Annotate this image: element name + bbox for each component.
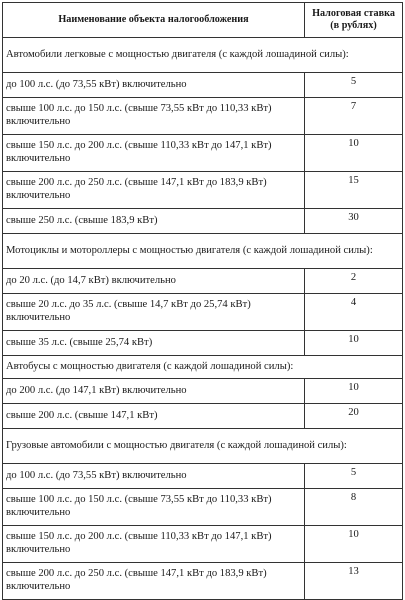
table-row bbox=[3, 172, 403, 209]
header-tax-rate bbox=[305, 3, 403, 38]
row-rate: 10 bbox=[305, 135, 403, 172]
row-rate: 10 bbox=[305, 379, 403, 404]
row-rate: 5 bbox=[305, 464, 403, 489]
row-object: свыше 35 л.с. (свыше 25,74 кВт) bbox=[3, 331, 305, 356]
row-rate: 20 bbox=[305, 404, 403, 429]
group-title: Автобусы с мощностью двигателя (с каждой лошадиной силы): bbox=[3, 356, 403, 379]
table-row bbox=[3, 294, 403, 331]
row-rate: 4 bbox=[305, 294, 403, 331]
table-row bbox=[3, 209, 403, 234]
group-row bbox=[3, 356, 403, 379]
row-rate: 10 bbox=[305, 526, 403, 563]
table-row bbox=[3, 269, 403, 294]
table-row bbox=[3, 563, 403, 600]
row-rate: 5 bbox=[305, 73, 403, 98]
row-rate: 30 bbox=[305, 209, 403, 234]
header-object-name: Наименование объекта налогообложения bbox=[3, 3, 305, 38]
row-rate: 13 bbox=[305, 563, 403, 600]
header-tax-rate-line2: (в рублях) bbox=[330, 20, 377, 31]
group-row bbox=[3, 234, 403, 269]
group-row bbox=[3, 429, 403, 464]
row-object: свыше 200 л.с. (свыше 147,1 кВт) bbox=[3, 404, 305, 429]
table-header-row bbox=[3, 3, 403, 38]
table-row bbox=[3, 135, 403, 172]
header-tax-rate-line1: Налоговая ставка bbox=[312, 8, 395, 20]
table-row bbox=[3, 404, 403, 429]
table-row bbox=[3, 379, 403, 404]
table-row bbox=[3, 489, 403, 526]
row-object: свыше 200 л.с. до 250 л.с. (свыше 147,1 кВт до 183,9 кВт) включительно bbox=[3, 563, 305, 600]
group-row bbox=[3, 38, 403, 73]
row-object: до 200 л.с. (до 147,1 кВт) включительно bbox=[3, 379, 305, 404]
row-rate: 2 bbox=[305, 269, 403, 294]
row-object: свыше 20 л.с. до 35 л.с. (свыше 14,7 кВт до 25,74 кВт) включительно bbox=[3, 294, 305, 331]
table-row bbox=[3, 331, 403, 356]
group-title: Автомобили легковые с мощностью двигателя (с каждой лошадиной силы): bbox=[3, 38, 403, 73]
row-rate: 7 bbox=[305, 98, 403, 135]
row-object: свыше 100 л.с. до 150 л.с. (свыше 73,55 кВт до 110,33 кВт) включительно bbox=[3, 98, 305, 135]
row-object: свыше 150 л.с. до 200 л.с. (свыше 110,33 кВт до 147,1 кВт) включительно bbox=[3, 135, 305, 172]
row-rate: 10 bbox=[305, 331, 403, 356]
row-object: свыше 150 л.с. до 200 л.с. (свыше 110,33 кВт до 147,1 кВт) включительно bbox=[3, 526, 305, 563]
row-rate: 15 bbox=[305, 172, 403, 209]
table-row bbox=[3, 464, 403, 489]
table-row bbox=[3, 98, 403, 135]
table-row bbox=[3, 526, 403, 563]
group-title: Грузовые автомобили с мощностью двигателя (с каждой лошадиной силы): bbox=[3, 429, 403, 464]
table-row bbox=[3, 73, 403, 98]
row-object: до 100 л.с. (до 73,55 кВт) включительно bbox=[3, 73, 305, 98]
tax-rate-table bbox=[2, 2, 403, 600]
row-object: свыше 100 л.с. до 150 л.с. (свыше 73,55 кВт до 110,33 кВт) включительно bbox=[3, 489, 305, 526]
row-object: свыше 200 л.с. до 250 л.с. (свыше 147,1 кВт до 183,9 кВт) включительно bbox=[3, 172, 305, 209]
row-object: до 100 л.с. (до 73,55 кВт) включительно bbox=[3, 464, 305, 489]
row-rate: 8 bbox=[305, 489, 403, 526]
row-object: свыше 250 л.с. (свыше 183,9 кВт) bbox=[3, 209, 305, 234]
group-title: Мотоциклы и мотороллеры с мощностью двигателя (с каждой лошадиной силы): bbox=[3, 234, 403, 269]
row-object: до 20 л.с. (до 14,7 кВт) включительно bbox=[3, 269, 305, 294]
